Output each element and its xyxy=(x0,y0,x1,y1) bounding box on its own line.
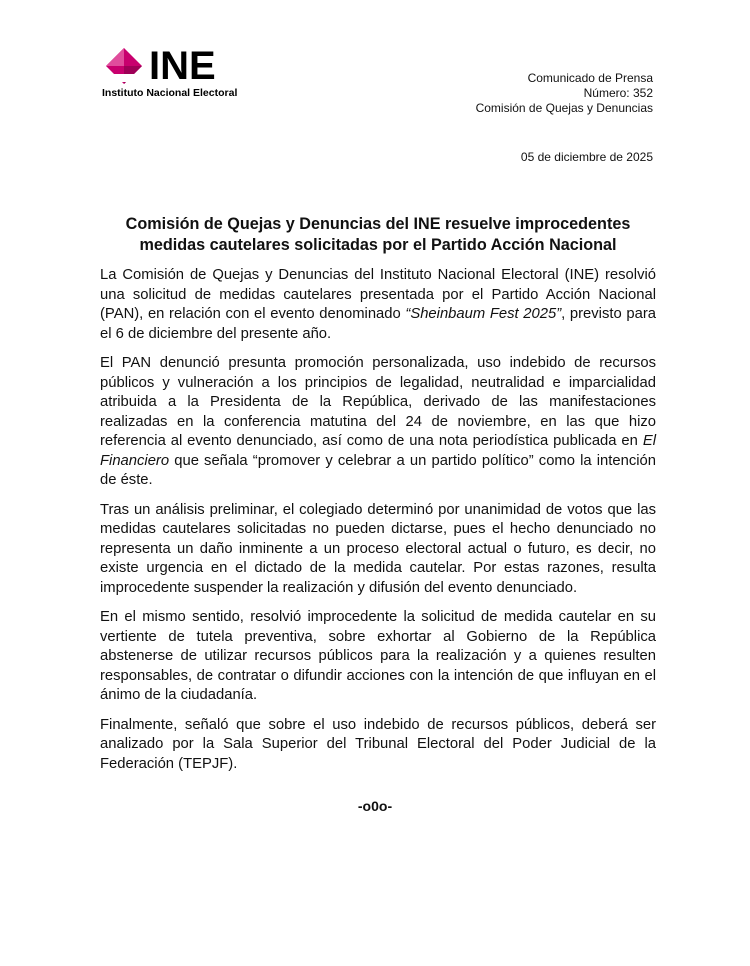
closing-mark: -o0o- xyxy=(357,798,393,814)
event-name: “Sheinbaum Fest 2025” xyxy=(405,306,562,322)
press-release-body xyxy=(100,266,656,784)
ine-logo xyxy=(100,44,260,100)
paragraph-1: La Comisión de Quejas y Denuncias del Instituto Nacional Electoral (INE) resolvió una solicitud de medidas cautelares presentada por el Partido Acción Nacional (PAN), en relación con el evento denominado “Sheinbaum Fest 2025”, previsto para el 6 de diciembre del presente año. xyxy=(100,267,656,342)
page-title: Comisión de Quejas y Denuncias del INE resuelve improcedentes medidas cautelares solicitadas por el Partido Acción Nacional xyxy=(125,215,631,254)
newspaper-name: El Financiero xyxy=(100,433,656,469)
paragraph-4: En el mismo sentido, resolvió improcedente la solicitud de medida cautelar en su vertiente de tutela preventiva, sobre exhortar al Gobierno de la República abstenerse de utilizar recursos públicos para la realización y a quienes resulten responsables, de contratar o difundir acciones con la intención de que influyan en el ánimo de la ciudadanía. xyxy=(100,609,656,703)
press-release-header xyxy=(476,71,653,116)
paragraph-2: El PAN denunció presunta promoción personalizada, uso indebido de recursos públicos y vulneración a los principios de legalidad, neutralidad e imparcialidad atribuida a la Presidenta de la República, derivado de las manifestaciones realizadas en la conferencia matutina del 24 de noviembre, en las que hizo referencia al evento denunciado, así como de una nota periodística publicada en El Financiero que señala “promover y celebrar a un partido político” como la intención de éste. xyxy=(100,355,656,488)
paragraph-5: Finalmente, señaló que sobre el uso indebido de recursos públicos, deberá ser analizado por la Sala Superior del Tribunal Electoral del Poder Judicial de la Federación (TEPJF). xyxy=(100,716,656,772)
release-number: Número: 352 xyxy=(583,86,653,100)
logo-wordmark: INE xyxy=(149,44,216,88)
logo-subtitle: Instituto Nacional Electoral xyxy=(102,87,238,99)
doc-type: Comunicado de Prensa xyxy=(527,71,653,85)
ine-diamond-logo-icon xyxy=(100,44,150,88)
release-date: 05 de diciembre de 2025 xyxy=(520,150,653,164)
paragraph-3: Tras un análisis preliminar, el colegiado determinó por unanimidad de votos que las medidas cautelares solicitadas no pueden dictarse, pues el hecho denunciado no representa un daño inminente a un proceso electoral actual o futuro, es decir, no existe urgencia en el dictado de la medida cautelar. Por estas razones, resulta improcedente suspender la realización y difusión del evento denunciado. xyxy=(100,501,656,596)
issuing-area: Comisión de Quejas y Denuncias xyxy=(475,101,653,115)
